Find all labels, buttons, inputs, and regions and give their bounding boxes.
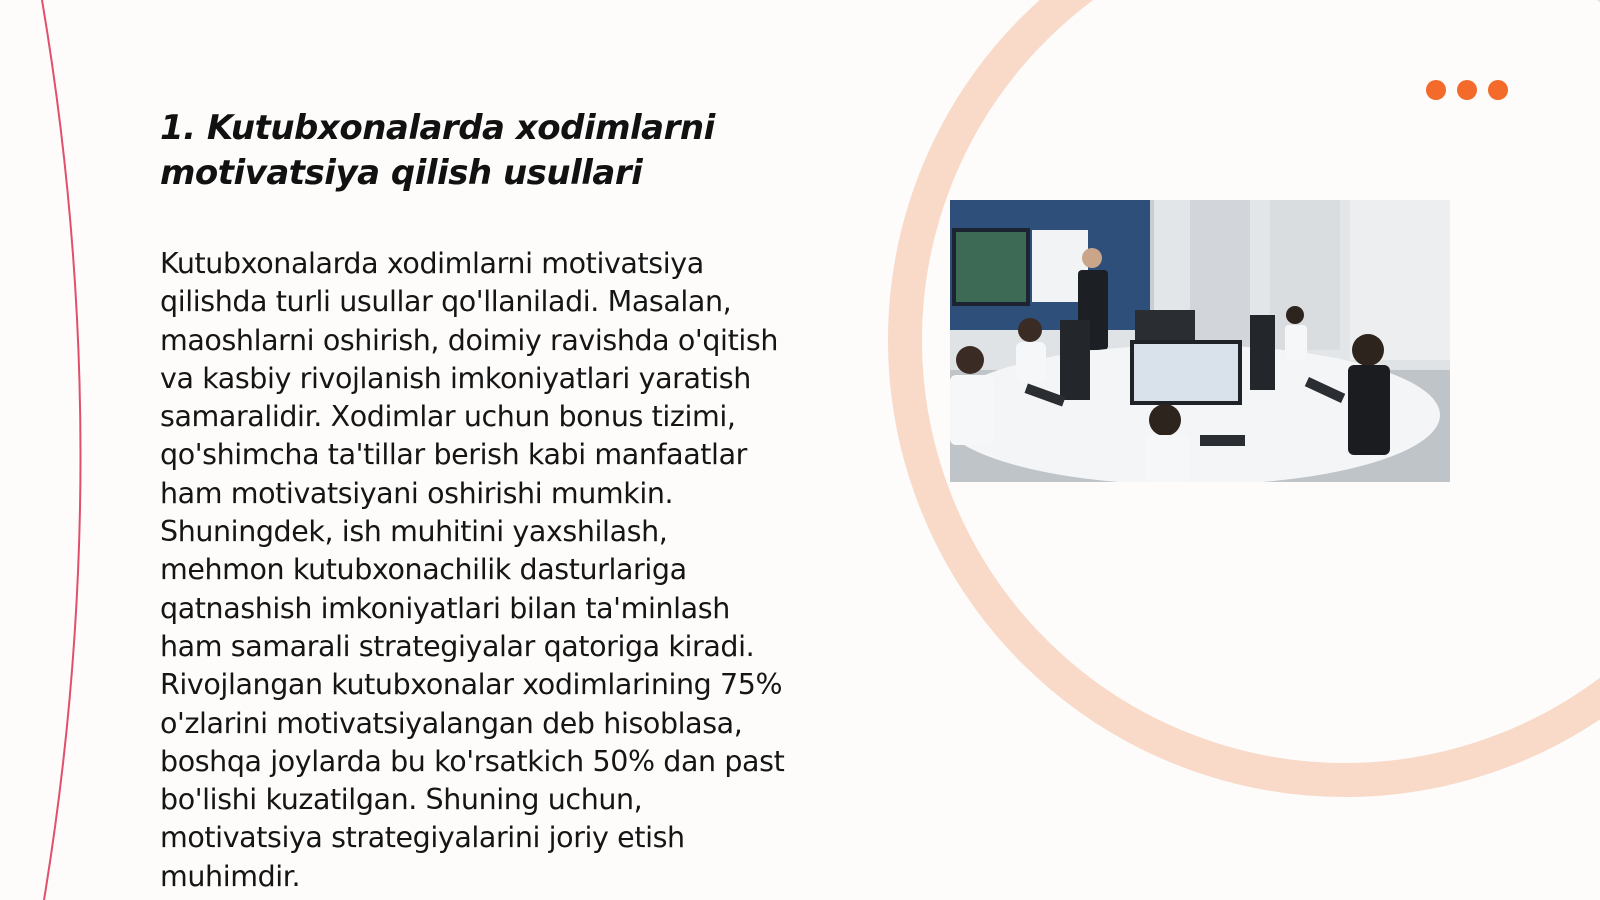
classroom-photo [950,200,1450,482]
left-edge-arc [42,0,81,900]
slide-title: 1. Kutubxonalarda xodimlarni motivatsiya qilish usullari [160,108,715,193]
three-dots-icon [1426,80,1508,100]
dot-icon [1426,80,1446,100]
dot-icon [1488,80,1508,100]
slide-body-text: Kutubxonalarda xodimlarni motivatsiya qilishda turli usullar qo'llaniladi. Masalan, maoshlarni oshirish, doimiy ravishda o'qitish va kasbiy rivojlanish imkoniyatlari yaratish samaralidir. Xodimlar uchun bonus tizimi, qo'shimcha ta'tillar berish kabi manfaatlar ham motivatsiyani oshirishi mumkin. Shuningdek, ish muhitini yaxshilash, mehmon kutubxonachilik dasturlariga qatnashish imkoniyatlari bilan ta'minlash ham samarali strategiyalar qatoriga kiradi. Rivojlangan kutubxonalar xodimlarining 75% o'zlarini motivatsiyalangan deb hisoblasa, boshqa joylarda bu ko'rsatkich 50% dan past bo'lishi kuzatilgan. Shuning uchun, motivatsiya strategiyalarini joriy etish muhimdir. [160,247,785,893]
dot-icon [1457,80,1477,100]
